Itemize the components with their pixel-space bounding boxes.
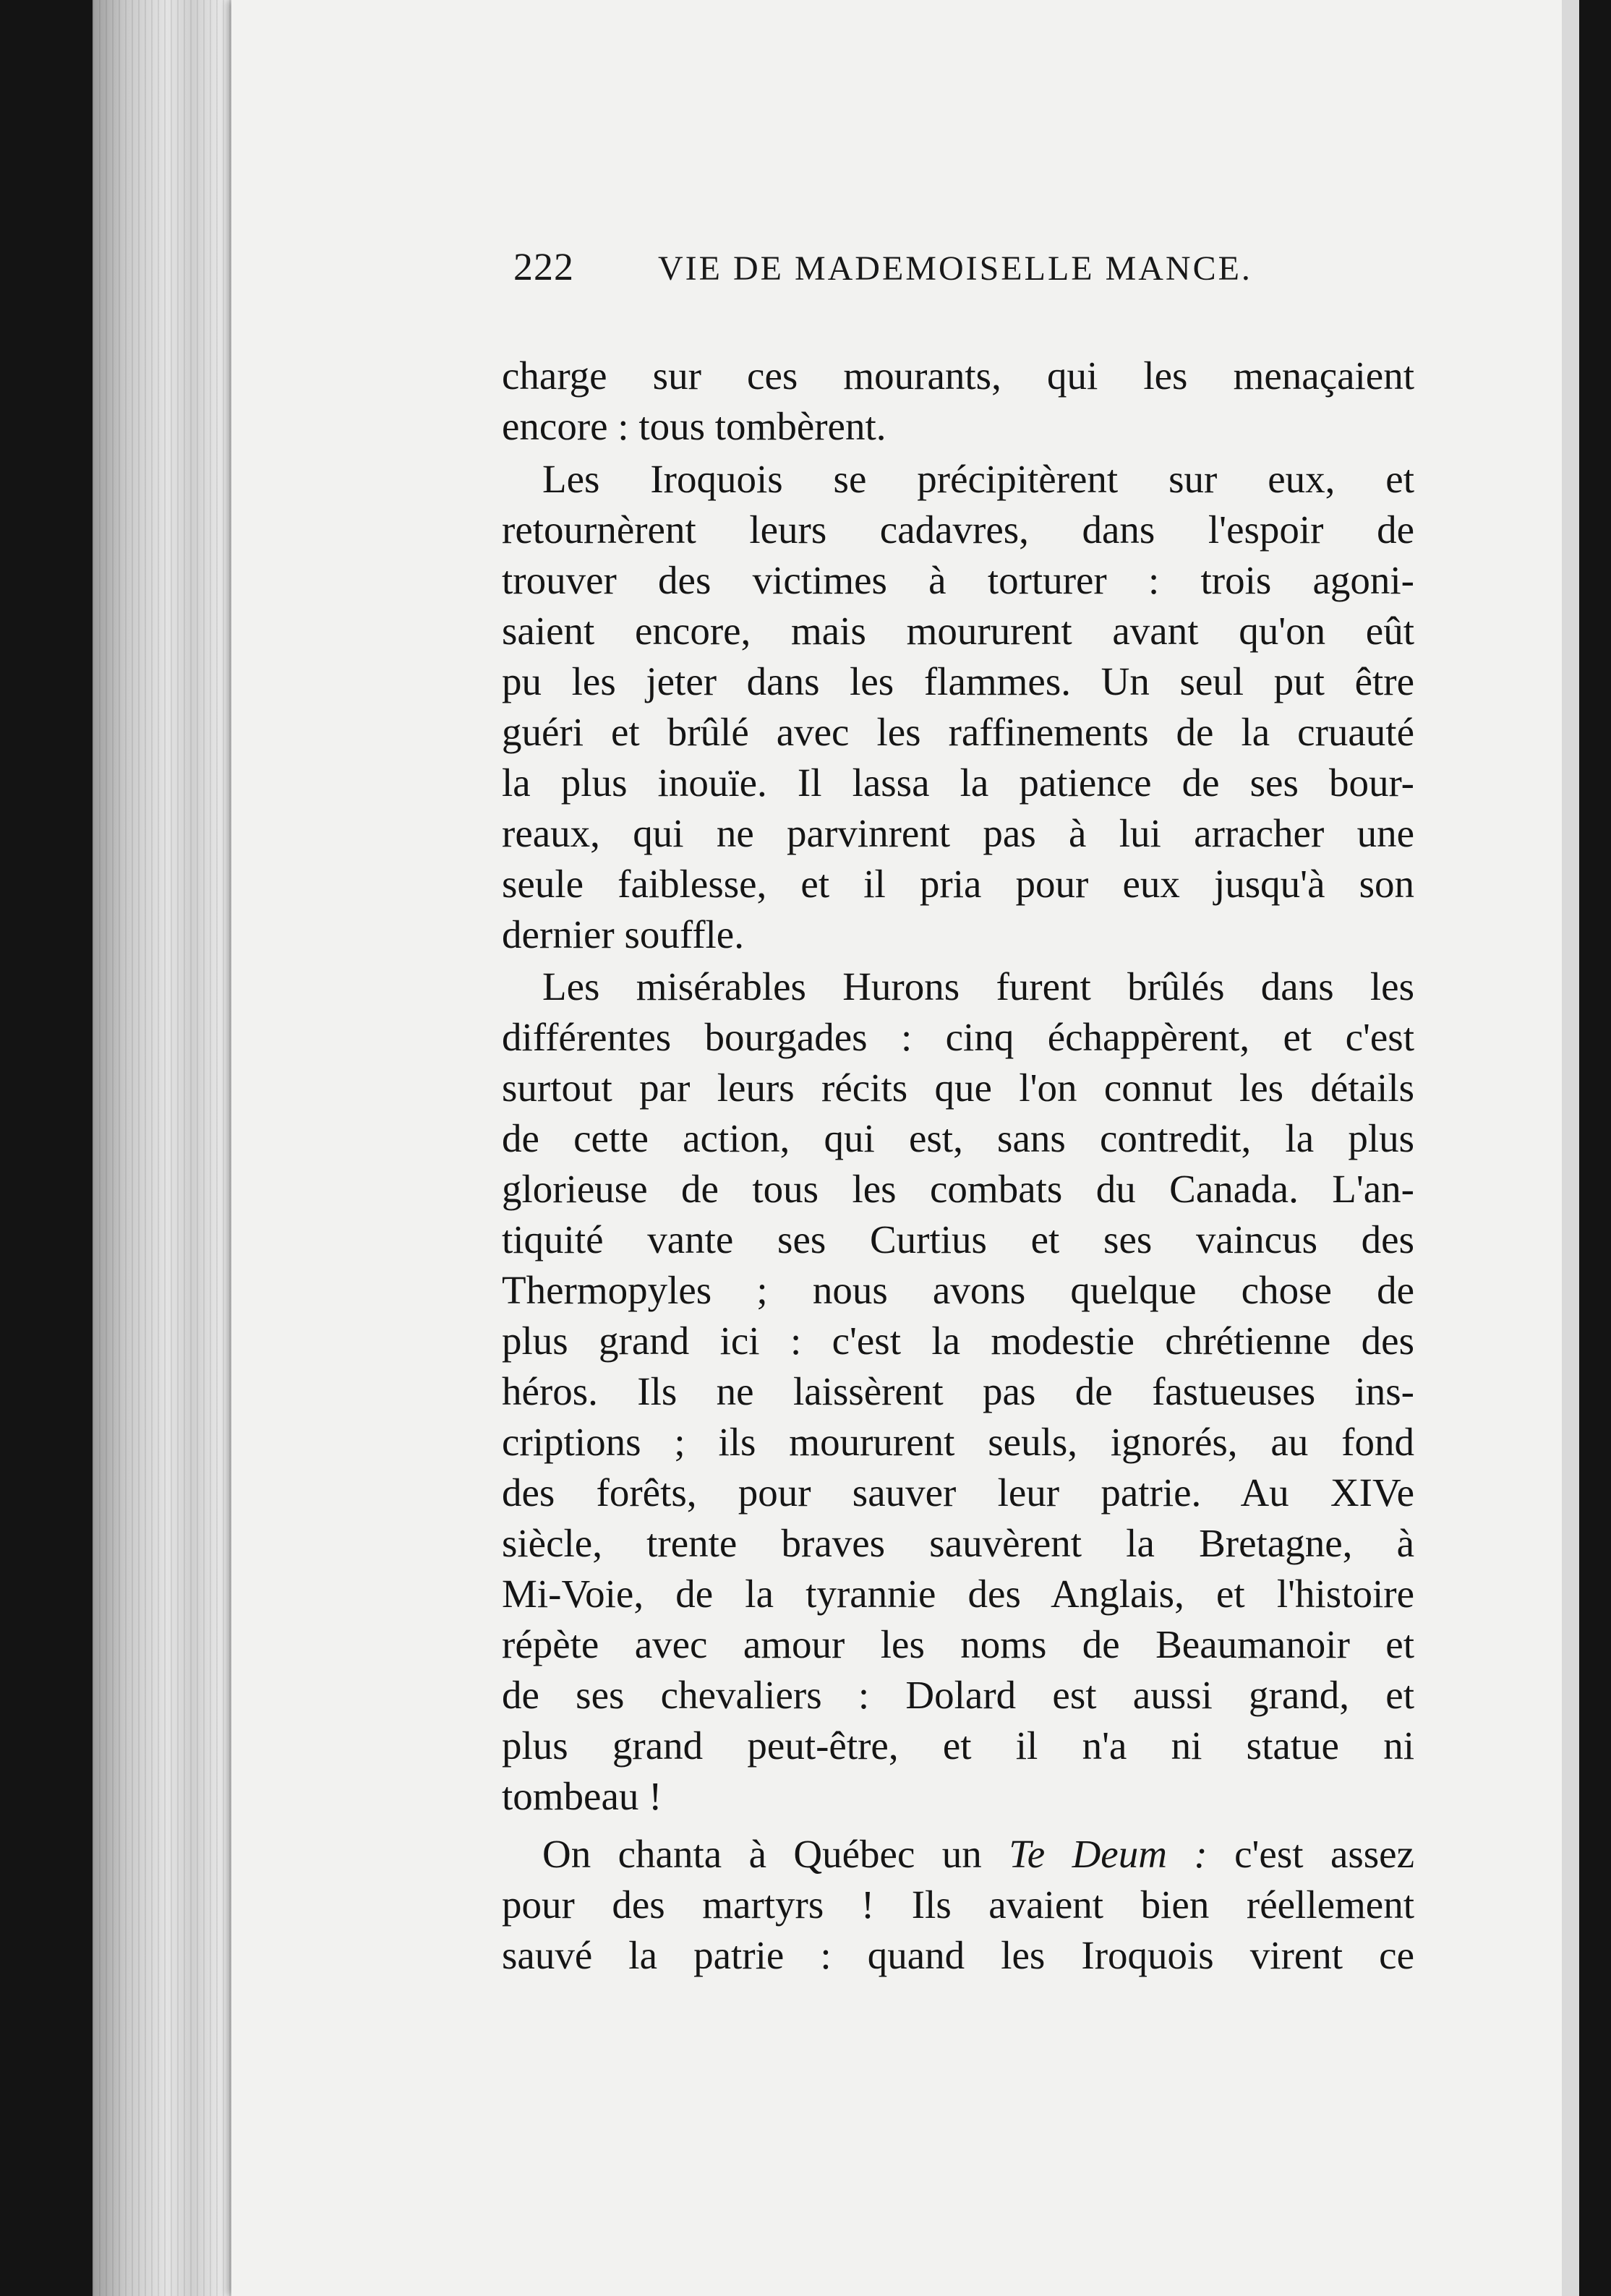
text-line: Thermopyles ; nous avons quelque chose de bbox=[502, 1268, 1414, 1312]
text-line: reaux, qui ne parvinrent pas à lui arracher une bbox=[502, 811, 1414, 855]
text-line: Mi-Voie, de la tyrannie des Anglais, et l'histoire bbox=[502, 1572, 1414, 1616]
text-line: plus grand peut-être, et il n'a ni statue ni bbox=[502, 1723, 1414, 1768]
binding-edge bbox=[1562, 0, 1579, 2296]
text-line: pu les jeter dans les flammes. Un seul put être bbox=[502, 659, 1414, 703]
italic-phrase: Te Deum : bbox=[1009, 1832, 1208, 1876]
text-line: sauvé la patrie : quand les Iroquois virent ce bbox=[502, 1933, 1414, 1977]
text-line: Les Iroquois se précipitèrent sur eux, et bbox=[542, 457, 1414, 501]
text-line: tombeau ! bbox=[502, 1774, 662, 1818]
text-line: Les misérables Hurons furent brûlés dans les bbox=[542, 964, 1414, 1008]
text-line: pour des martyrs ! Ils avaient bien réellement bbox=[502, 1882, 1414, 1927]
text-line: trouver des victimes à torturer : trois agoni- bbox=[502, 558, 1414, 602]
line-segment: On chanta à Québec un bbox=[542, 1832, 1009, 1876]
text-line: de ses chevaliers : Dolard est aussi grand, et bbox=[502, 1673, 1414, 1717]
text-line: plus grand ici : c'est la modestie chrétienne des bbox=[502, 1319, 1414, 1363]
line-segment: c'est assez bbox=[1207, 1832, 1414, 1876]
text-line: différentes bourgades : cinq échappèrent, et c'est bbox=[502, 1015, 1414, 1059]
text-line: répète avec amour les noms de Beaumanoir et bbox=[502, 1622, 1414, 1666]
text-line: tiquité vante ses Curtius et ses vaincus des bbox=[502, 1217, 1414, 1261]
text-line: saient encore, mais moururent avant qu'on eût bbox=[502, 609, 1414, 653]
text-line: retournèrent leurs cadavres, dans l'espoir de bbox=[502, 507, 1414, 552]
text-line: héros. Ils ne laissèrent pas de fastueuses ins- bbox=[502, 1369, 1414, 1413]
text-line: des forêts, pour sauver leur patrie. Au XIVe bbox=[502, 1470, 1414, 1515]
text-line: surtout par leurs récits que l'on connut les détails bbox=[502, 1066, 1414, 1110]
text-line: dernier souffle. bbox=[502, 912, 744, 956]
text-line: glorieuse de tous les combats du Canada. L'an- bbox=[502, 1167, 1414, 1211]
running-title: VIE DE MADEMOISELLE MANCE. bbox=[658, 249, 1252, 288]
text-line: encore : tous tombèrent. bbox=[502, 404, 886, 448]
text-line bbox=[502, 1829, 1414, 1880]
text-line: de cette action, qui est, sans contredit, la plus bbox=[502, 1116, 1414, 1160]
text-line: guéri et brûlé avec les raffinements de la cruauté bbox=[502, 710, 1414, 754]
text-line: charge sur ces mourants, qui les menaçaient bbox=[502, 354, 1414, 398]
text-line: seule faiblesse, et il pria pour eux jusqu'à son bbox=[502, 862, 1414, 906]
running-head bbox=[513, 244, 1273, 289]
text-line: criptions ; ils moururent seuls, ignorés, au fond bbox=[502, 1420, 1414, 1464]
text-line: siècle, trente braves sauvèrent la Bretagne, à bbox=[502, 1521, 1414, 1565]
page-number: 222 bbox=[513, 245, 574, 288]
text-line: la plus inouïe. Il lassa la patience de ses bour- bbox=[502, 761, 1414, 805]
